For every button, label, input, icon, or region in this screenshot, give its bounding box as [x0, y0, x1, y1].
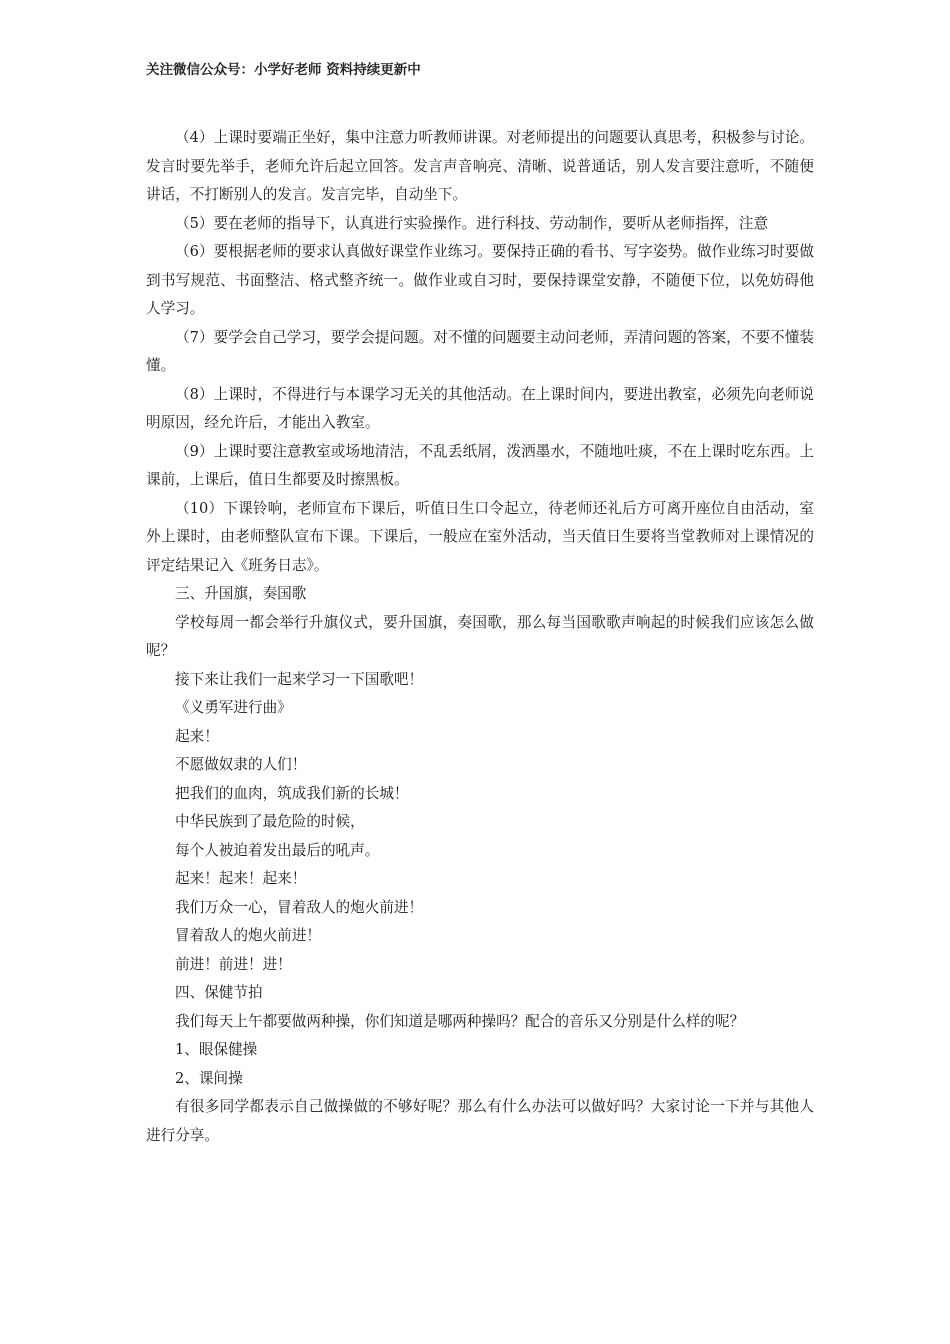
paragraph: 接下来让我们一起来学习一下国歌吧！: [175, 670, 424, 688]
document-body: [146, 124, 814, 1150]
lyric-line: 我们万众一心，冒着敌人的炮火前进！: [175, 898, 424, 916]
paragraph: 我们每天上午都要做两种操，你们知道是哪两种操吗？配合的音乐又分别是什么样的呢？: [175, 1012, 745, 1030]
paragraph: （6）要根据老师的要求认真做好课堂作业练习。要保持正确的看书、写字姿势。做作业练习时要做到书写规范、书面整洁、格式整齐统一。做作业或自习时，要保持课堂安静，不随便下位，以免妨碍他人学习。: [146, 243, 814, 317]
list-item: 2、课间操: [175, 1069, 243, 1087]
paragraph: （5）要在老师的指导下，认真进行实验操作。进行科技、劳动制作，要听从老师指挥，注意: [175, 214, 769, 232]
lyric-line: 冒着敌人的炮火前进！: [175, 927, 321, 944]
paragraph: （7）要学会自己学习，要学会提问题。对不懂的问题要主动问老师，弄清问题的答案，不要不懂装懂。: [146, 328, 814, 374]
paragraph: （10）下课铃响，老师宣布下课后，听值日生口令起立，待老师还礼后方可离开座位自由活动，室外上课时，由老师整队宣布下课。下课后，一般应在室外活动，当天值日生要将当堂教师对上课情况的评定结果记入《班务日志》。: [146, 499, 814, 574]
lyric-line: 起来！: [175, 727, 219, 745]
paragraph: 有很多同学都表示自己做操做的不够好呢？那么有什么办法可以做好吗？大家讨论一下并与其他人进行分享。: [146, 1098, 814, 1144]
section-heading: 四、保健节拍: [175, 984, 263, 1001]
paragraph: （8）上课时，不得进行与本课学习无关的其他活动。在上课时间内，要进出教室，必须先向老师说明原因，经允许后，才能出入教室。: [146, 385, 814, 431]
lyric-line: 起来！起来！起来！: [175, 870, 307, 887]
paragraph: （9）上课时要注意教室或场地清洁，不乱丢纸屑，泼洒墨水，不随地吐痰，不在上课时吃东西。上课前，上课后，值日生都要及时擦黑板。: [146, 442, 814, 488]
page-header: 关注微信公众号：小学好老师 资料持续更新中: [146, 62, 421, 78]
section-heading: 三、升国旗，奏国歌: [175, 585, 307, 602]
song-title: 《义勇军进行曲》: [175, 699, 292, 716]
paragraph: （4）上课时要端正坐好，集中注意力听教师讲课。对老师提出的问题要认真思考，积极参与讨论。发言时要先举手，老师允许后起立回答。发言声音响亮、清晰、说普通话，别人发言要注意听，不随便讲话，不打断别人的发言。发言完毕，自动坐下。: [146, 129, 814, 203]
lyric-line: 每个人被迫着发出最后的吼声。: [175, 841, 380, 859]
lyric-line: 不愿做奴隶的人们！: [175, 756, 307, 773]
lyric-line: 中华民族到了最危险的时候，: [175, 813, 365, 830]
paragraph: 学校每周一都会举行升旗仪式，要升国旗，奏国歌，那么每当国歌歌声响起的时候我们应该怎么做呢？: [146, 613, 814, 659]
list-item: 1、眼保健操: [175, 1041, 258, 1058]
lyric-line: 前进！前进！进！: [175, 955, 292, 973]
lyric-line: 把我们的血肉，筑成我们新的长城！: [175, 784, 409, 802]
